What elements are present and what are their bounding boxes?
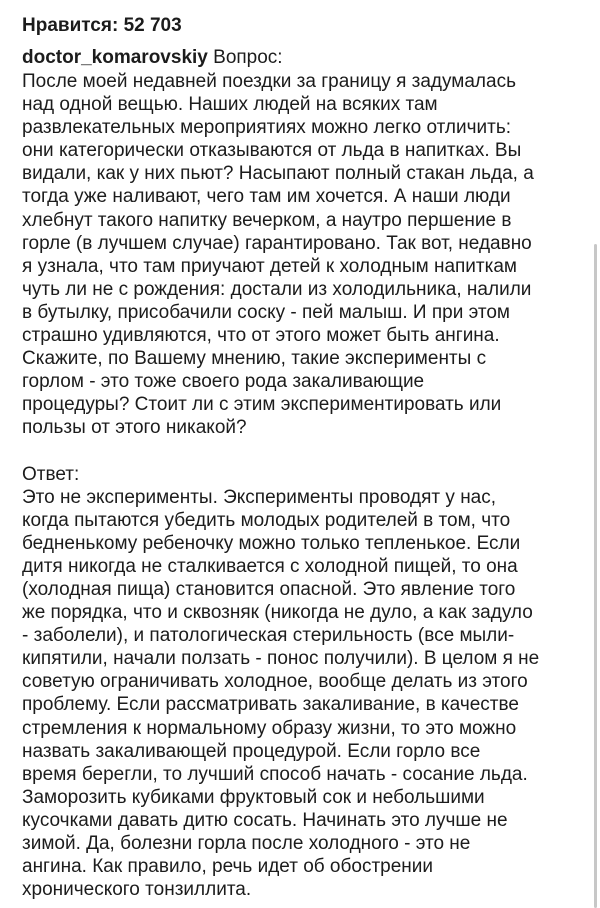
caption-header — [22, 46, 582, 70]
question-text: После моей недавней поездки за границу я задумалась над одной вещью. Наших людей на всяких там развлекательных мероприятиях можно легко отличить: они категорически отказываются от льда в напитках. Вы видали, как у них пьют? Насыпают полный стакан льда, а тогда уже наливают, чего там им хочется. А наши люди хлебнут такого напитку вечерком, а наутро першение в горле (в лучшем случае) гарантировано. Так вот, недавно я узнала, что там приучают детей к холодным напиткам чуть ли не с рождения: достали из холодильника, налили в бутылку, присобачили соску - пей малыш. И при этом страшно удивляются, что от этого может быть ангина. Скажите, по Вашему мнению, такие эксперименты с горлом - это тоже своего рода закаливающие процедуры? Стоит ли с этим экспериментировать или пользы от этого никакой? — [22, 71, 534, 439]
answer-text: Это не эксперименты. Эксперименты проводят у нас, когда пытаются убедить молодых родителей в том, что бедненькому ребеночку можно только тепленькое. Если дитя никогда не сталкивается с холодной пищей, то она (холодная пища) становится опасной. Это явление того же порядка, что и сквозняк (никогда не дуло, а как задуло - заболели), и патологическая стерильность (все мыли- кипятили, начали ползать - понос получили). В целом я не советую ограничивать холодное, вообще делать из этого проблему. Если рассматривать закаливание, в качестве стремления к нормальному образу жизни, то это можно назвать закаливающей процедурой. Если горло все время берегли, то лучший способ начать - сосание льда. Заморозить кубиками фруктовый сок и небольшими кусочками давать дитю сосать. Начинать это лучше не зимой. Да, болезни горла после холодного - это не ангина. Как правило, речь идет об обострении хронического тонзиллита. — [22, 486, 540, 901]
paragraph-spacer — [22, 440, 582, 463]
post-caption — [22, 14, 582, 901]
answer-label: Ответ: — [22, 463, 80, 485]
vertical-scrollbar[interactable] — [594, 244, 597, 908]
question-label: Вопрос: — [213, 47, 283, 68]
username-link[interactable]: doctor_komarovskiy — [22, 47, 208, 68]
likes-count[interactable]: Нравится: 52 703 — [22, 15, 182, 36]
